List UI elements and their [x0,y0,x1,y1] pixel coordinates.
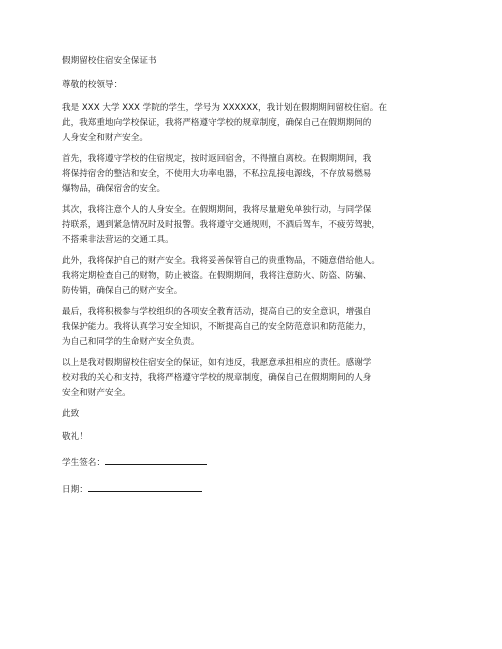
letter-body [62,101,447,401]
paragraph-line: 持联系，遇到紧急情况时及时报警。我将遵守交通规则，不酒后驾车，不疲劳驾驶， [62,220,380,230]
paragraph-line: 我是 XXX 大学 XXX 学院的学生，学号为 XXXXXX，我计划在假期期间留校住宿。在 [62,103,387,113]
paragraph-line: 我将定期检查自己的财物，防止被盗。在假期期间，我将注意防火、防盗、防骗、 [62,271,372,281]
paragraph-line: 此外，我将保护自己的财产安全。我将妥善保管自己的贵重物品，不随意借给他人。 [62,256,380,266]
letter-title: 假期留校住宿安全保证书 [62,56,157,66]
paragraph-line: 首先，我将遵守学校的住宿规定，按时返回宿舍，不得擅自离校。在假期期间，我 [62,154,372,164]
date-blank[interactable] [88,481,202,492]
paragraph-line: 为自己和同学的生命财产安全负责。 [62,337,200,347]
closing-line-1: 此致 [62,409,80,419]
signature-blank[interactable] [105,454,207,465]
paragraph-line: 安全和财产安全。 [62,388,131,398]
paragraph-line: 防传销，确保自己的财产安全。 [62,286,183,296]
paragraph-line: 以上是我对假期留校住宿安全的保证，如有违反，我愿意承担相应的责任。感谢学 [62,358,372,368]
final-point-paragraph [62,305,447,350]
first-point-paragraph [62,152,447,197]
signature-label: 学生签名： [62,458,105,468]
intro-paragraph [62,101,447,146]
salutation: 尊敬的校领导： [62,80,123,90]
date-row [62,481,447,498]
paragraph-line: 将保持宿舍的整洁和安全，不使用大功率电器，不私拉乱接电源线，不存放易燃易 [62,169,372,179]
paragraph-line: 爆物品，确保宿舍的安全。 [62,184,166,194]
second-point-paragraph [62,203,447,248]
paragraph-line: 此，我郑重地向学校保证，我将严格遵守学校的规章制度，确保自己在假期期间的 [62,118,372,128]
paragraph-line: 其次，我将注意个人的人身安全。在假期期间，我将尽量避免单独行动，与同学保 [62,205,372,215]
paragraph-line: 最后，我将积极参与学校组织的各项安全教育活动，提高自己的安全意识，增强自 [62,307,372,317]
signature-row [62,454,447,471]
paragraph-line: 校对我的关心和支持，我将严格遵守学校的规章制度，确保自己在假期期间的人身 [62,373,372,383]
conclusion-paragraph [62,356,447,401]
closing-line-2: 敬礼！ [62,432,88,442]
paragraph-line: 不搭乘非法营运的交通工具。 [62,235,174,245]
paragraph-line: 人身安全和财产安全。 [62,133,148,143]
guarantee-letter [62,54,447,508]
third-point-paragraph [62,254,447,299]
paragraph-line: 我保护能力。我将认真学习安全知识，不断提高自己的安全防范意识和防范能力， [62,322,372,332]
date-label: 日期： [62,485,88,495]
